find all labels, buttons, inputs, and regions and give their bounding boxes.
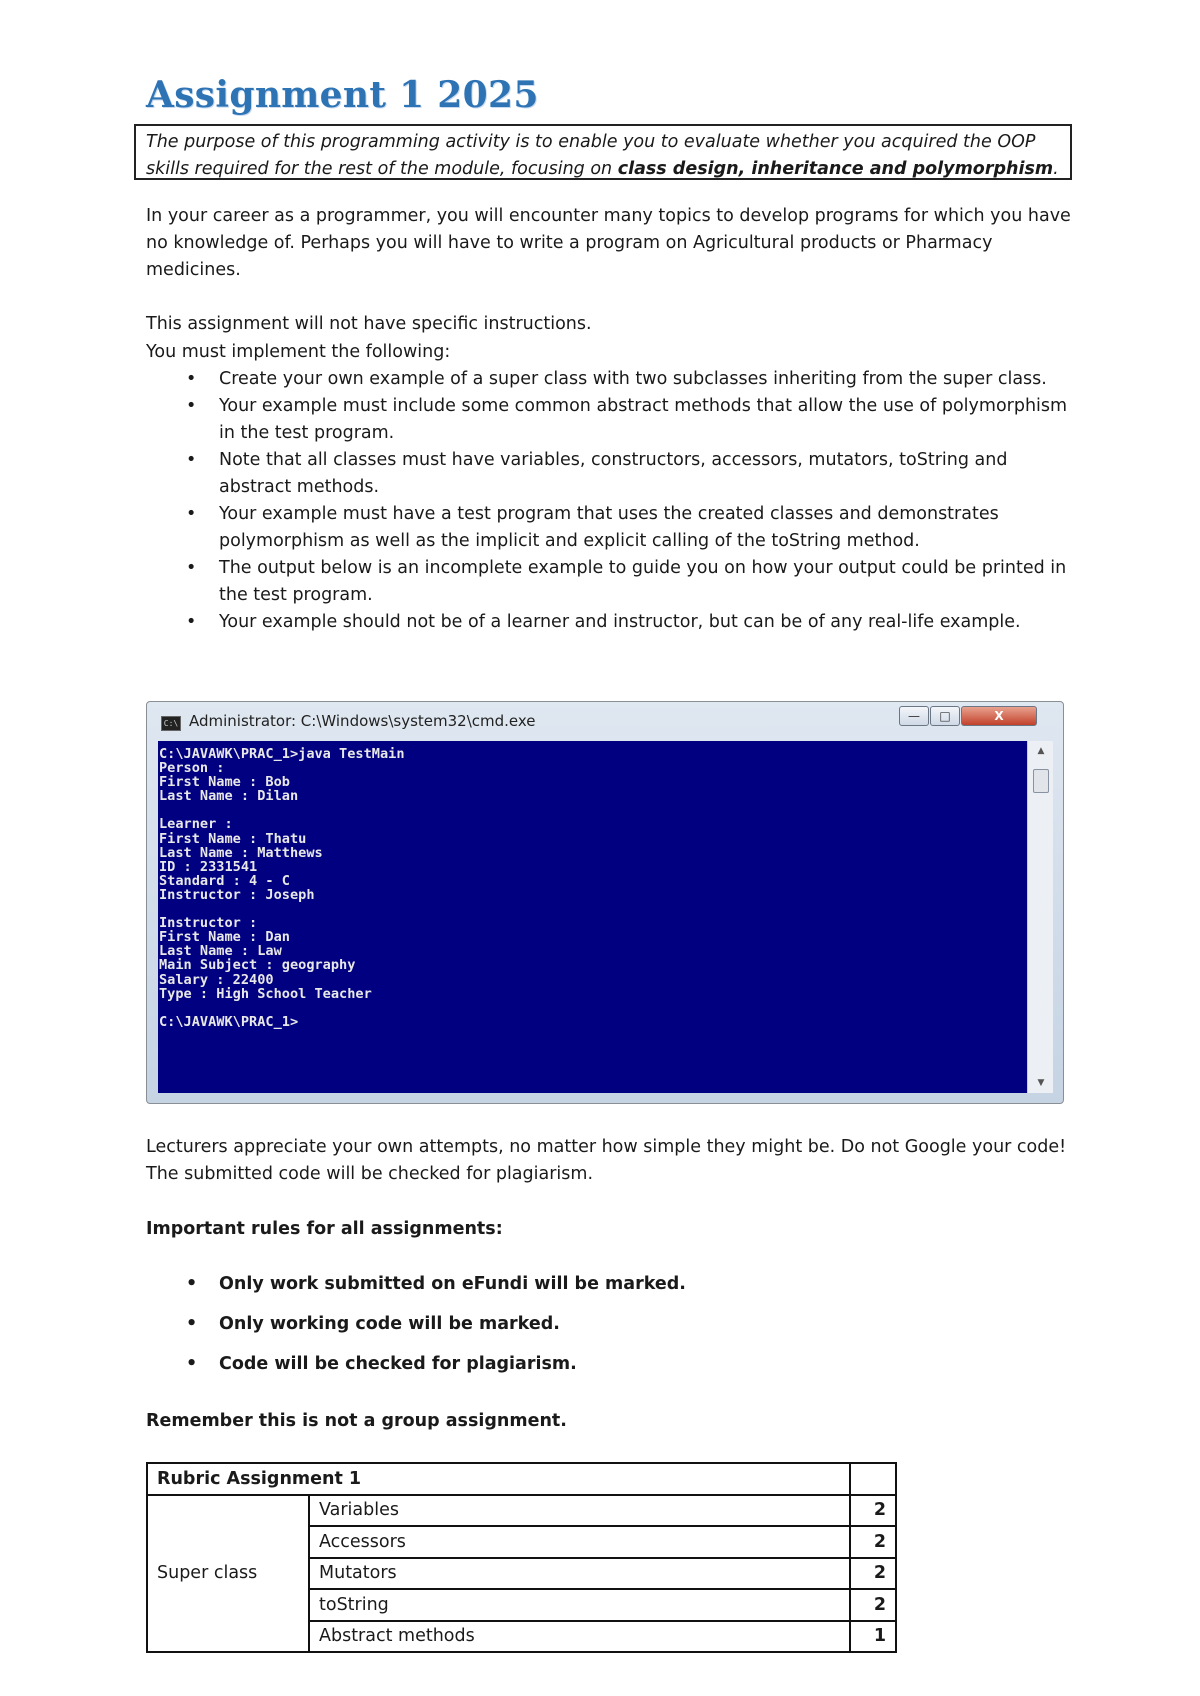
- instructions-line: You must implement the following:: [146, 342, 451, 362]
- rubric-score: 2: [850, 1526, 896, 1558]
- list-item: • Note that all classes must have variables, constructors, accessors, mutators, toString and abstract methods.: [146, 447, 1076, 501]
- intro-paragraph: In your career as a programmer, you will encounter many topics to develop programs for which you have no knowledge of. Perhaps you will have to write a program on Agricultural products or Pharmacy medicines.: [146, 206, 1071, 280]
- rules-heading: Important rules for all assignments:: [146, 1219, 503, 1239]
- bullet-icon: •: [186, 504, 197, 524]
- bullet-icon: •: [186, 1314, 198, 1334]
- table-row: [147, 1463, 896, 1495]
- purpose-text: The purpose of this programming activity is to enable you to evaluate whether you acquired the OOP skills required for the rest of the module, focusing on: [146, 132, 1036, 179]
- list-item: • Your example must include some common abstract methods that allow the use of polymorphism in the test program.: [146, 393, 1076, 447]
- rubric-heading: Rubric Assignment 1: [147, 1463, 850, 1495]
- cmd-window-screenshot: [146, 701, 1064, 1104]
- rubric-score: 1: [850, 1621, 896, 1653]
- purpose-box: [134, 124, 1072, 180]
- bullet-icon: •: [186, 1354, 198, 1374]
- requirements-list: [146, 366, 1076, 636]
- rubric-item: Accessors: [309, 1526, 850, 1558]
- list-item: • Your example must have a test program that uses the created classes and demonstrates polymorphism as well as the implicit and explicit calling of the toString method.: [146, 501, 1076, 555]
- rubric-item: Variables: [309, 1495, 850, 1527]
- lecturers-note: Lecturers appreciate your own attempts, no matter how simple they might be. Do not Google your code! The submitted code will be checked for plagiarism.: [146, 1137, 1067, 1184]
- scrollbar-thumb: [1033, 769, 1049, 793]
- purpose-period: .: [1053, 159, 1059, 179]
- cmd-title-bar: [147, 702, 1063, 740]
- reminder: Remember this is not a group assignment.: [146, 1411, 567, 1431]
- rubric-item: Abstract methods: [309, 1621, 850, 1653]
- scroll-down-icon: ▼: [1037, 1078, 1045, 1088]
- scroll-up-icon: ▲: [1037, 746, 1045, 756]
- minimize-icon: —: [899, 706, 929, 726]
- list-item: • Your example should not be of a learner and instructor, but can be of any real-life example.: [146, 609, 1076, 636]
- rubric-group-label: Super class: [147, 1495, 309, 1653]
- rubric-heading-score: [850, 1463, 896, 1495]
- rubric-item: Mutators: [309, 1558, 850, 1590]
- rubric-item: toString: [309, 1589, 850, 1621]
- list-item: • Create your own example of a super class with two subclasses inheriting from the super class.: [146, 366, 1076, 393]
- bullet-icon: •: [186, 369, 197, 389]
- list-item: • The output below is an incomplete example to guide you on how your output could be printed in the test program.: [146, 555, 1076, 609]
- bullet-icon: •: [186, 558, 197, 578]
- bullet-icon: •: [186, 396, 197, 416]
- instructions-line: This assignment will not have specific instructions.: [146, 314, 592, 334]
- table-row: [147, 1495, 896, 1527]
- bullet-icon: •: [186, 450, 197, 470]
- bullet-icon: •: [186, 1274, 198, 1294]
- list-item: • Only work submitted on eFundi will be marked.: [146, 1271, 1076, 1298]
- list-item: • Code will be checked for plagiarism.: [146, 1351, 1076, 1378]
- purpose-emphasis: class design, inheritance and polymorphism: [617, 159, 1054, 179]
- maximize-icon: □: [930, 706, 960, 726]
- rubric-table: [146, 1462, 897, 1653]
- page-title: Assignment 1 2025: [146, 74, 539, 116]
- list-item: • Only working code will be marked.: [146, 1311, 1076, 1338]
- rubric-score: 2: [850, 1558, 896, 1590]
- bullet-icon: •: [186, 612, 197, 632]
- cmd-window-title: Administrator: C:\Windows\system32\cmd.exe: [189, 712, 536, 730]
- rubric-score: 2: [850, 1589, 896, 1621]
- cmd-console-output: C:\JAVAWK\PRAC_1>java TestMain Person : First Name : Bob Last Name : Dilan Learner : First Name : Thatu Last Name : Matthews ID : 2331541 Standard : 4 - C Instructor : Joseph Instructor : First Name : Dan Last Name : Law Main Subject : geography Salary : 22400 Type : High School Teacher C:\JAVAWK\PRAC_1>: [158, 741, 1027, 1093]
- cmd-icon: C:\: [161, 716, 181, 731]
- rules-list: [146, 1271, 1076, 1391]
- cmd-scrollbar: [1027, 741, 1053, 1093]
- close-icon: X: [961, 706, 1037, 726]
- rubric-score: 2: [850, 1495, 896, 1527]
